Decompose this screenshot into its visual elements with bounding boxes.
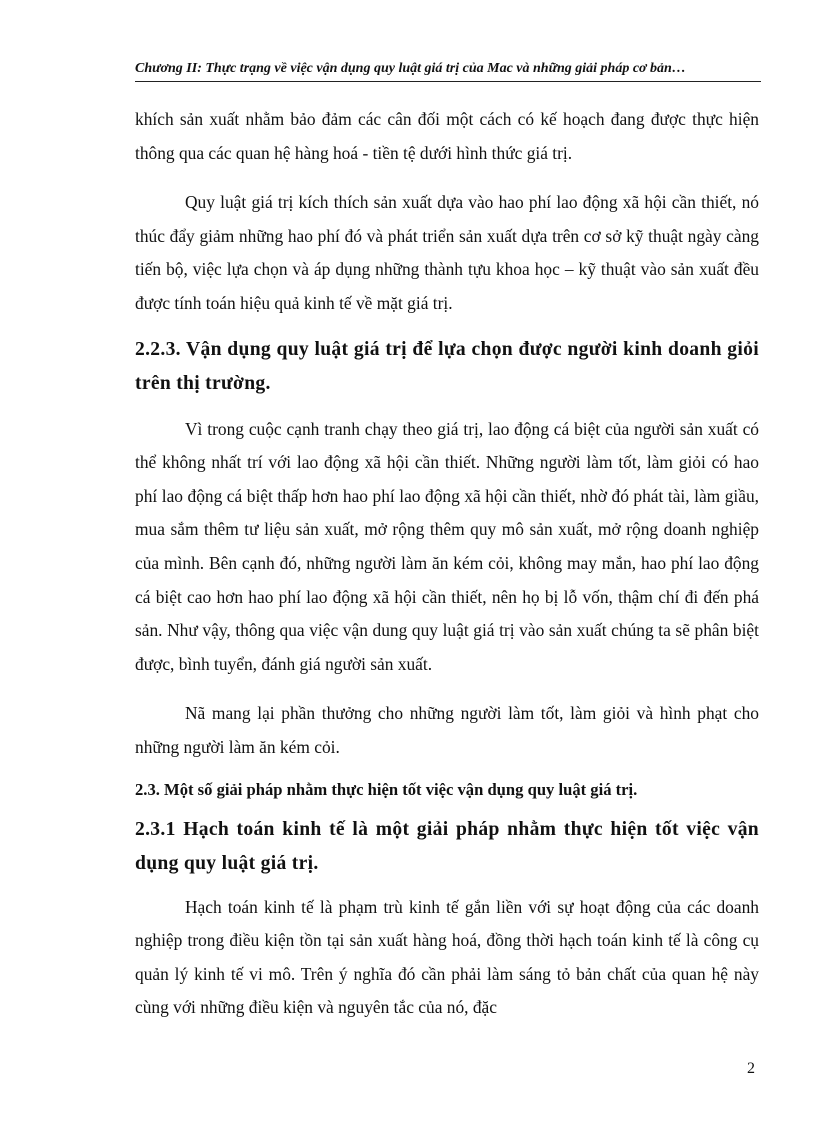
section-heading-2-3-1: 2.3.1 Hạch toán kinh tế là một giải pháp nhằm thực hiện tốt việc vận dụng quy luật giá trị. <box>135 818 759 874</box>
paragraph-value-law-stimulus: Quy luật giá trị kích thích sản xuất dựa vào hao phí lao động xã hội cần thiết, nó thúc đẩy giảm những hao phí đó và phát triển sản xuất dựa trên cơ sở kỹ thuật ngày càng tiến bộ, việc lựa chọn và áp dụng những thành tựu khoa học – kỹ thuật vào sản xuất đều được tính toán hiệu quả kinh tế về mặt giá trị. <box>135 192 759 313</box>
section-heading-2-2-3: 2.2.3. Vận dụng quy luật giá trị để lựa chọn được người kinh doanh giỏi trên thị trường. <box>135 338 759 394</box>
section-heading-2-3: 2.3. Một số giải pháp nhằm thực hiện tốt việc vận dụng quy luật giá trị. <box>135 779 638 799</box>
document-body <box>135 103 759 1025</box>
paragraph-economic-accounting: Hạch toán kinh tế là phạm trù kinh tế gắn liền với sự hoạt động của các doanh nghiệp trong điều kiện tồn tại sản xuất hàng hoá, đồng thời hạch toán kinh tế là công cụ quản lý kinh tế vi mô. Trên ý nghĩa đó cần phải làm sáng tỏ bản chất của quan hệ này cùng với những điều kiện và nguyên tắc của nó, đặc <box>135 896 759 1018</box>
paragraph-reward: Nã mang lại phần thưởng cho những người làm tốt, làm giỏi và hình phạt cho những người làm ăn kém cỏi. <box>135 703 759 757</box>
running-header: Chương II: Thực trạng về việc vận dụng quy luật giá trị của Mac và những giải pháp cơ bản… <box>135 60 761 82</box>
page-number: 2 <box>747 1060 755 1077</box>
paragraph-competition: Vì trong cuộc cạnh tranh chạy theo giá trị, lao động cá biệt của người sản xuất có thể không nhất trí với lao động xã hội cần thiết. Những người làm tốt, làm giỏi có hao phí lao động cá biệt thấp hơn hao phí lao động xã hội cần thiết, nhờ đó phát tài, làm giầu, mua sắm thêm tư liệu sản xuất, mở rộng thêm quy mô sản xuất, mở rộng doanh nghiệp của mình. Bên cạnh đó, những người làm ăn kém cỏi, không may mắn, hao phí lao động cá biệt cao hơn hao phí lao động xã hội cần thiết, nên họ bị lỗ vốn, thậm chí đi đến phá sản. Như vậy, thông qua việc vận dung quy luật giá trị vào sản xuất chúng ta sẽ phân biệt được, bình tuyển, đánh giá người sản xuất. <box>135 418 759 674</box>
paragraph-continuation: khích sản xuất nhằm bảo đảm các cân đối một cách có kế hoạch đang được thực hiện thông qua các quan hệ hàng hoá - tiền tệ dưới hình thức giá trị. <box>135 109 759 163</box>
